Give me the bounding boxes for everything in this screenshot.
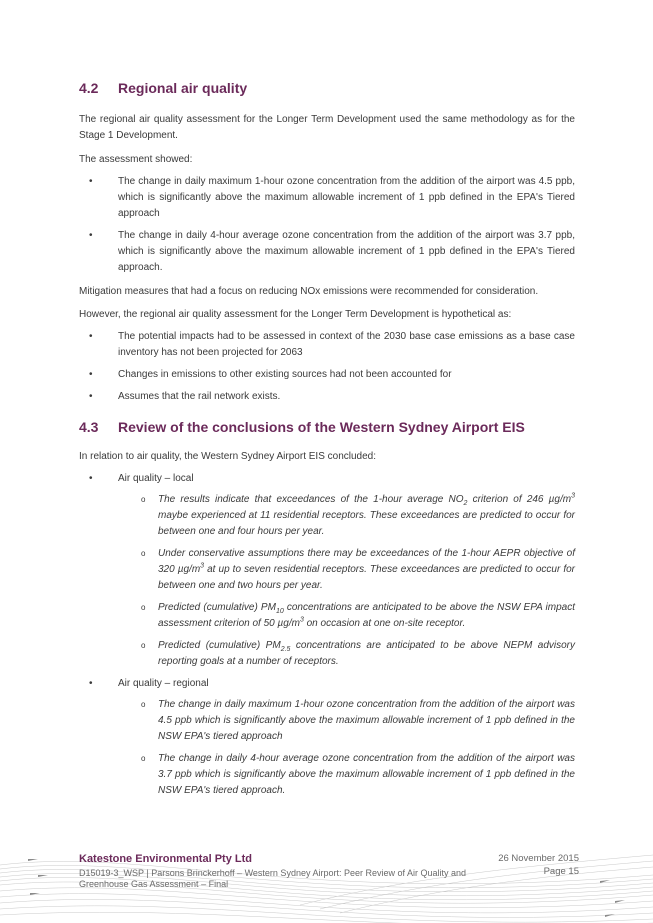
bullet-list: [79, 471, 575, 799]
footer-company: Katestone Environmental Pty Ltd: [79, 853, 252, 865]
page-content: [79, 78, 575, 799]
footer-right: [498, 852, 579, 878]
sub-list: [79, 492, 575, 670]
sub-list-item: o Predicted (cumulative) $PM_{2.5}$ concentrations are anticipated to be above NEPM advisory reporting goals at a number of receptors.: [79, 638, 575, 670]
section-number: 4.2: [79, 80, 99, 96]
page-footer: [79, 852, 579, 890]
list-item: • Changes in emissions to other existing sources had not been accounted for: [79, 367, 575, 383]
list-item-regional: [79, 676, 575, 799]
paragraph: In relation to air quality, the Western Sydney Airport EIS concluded:: [79, 451, 377, 462]
paragraph: The assessment showed:: [79, 154, 193, 165]
section-title: Review of the conclusions of the Western Sydney Airport EIS: [118, 419, 525, 435]
footer-page-number: Page 15: [543, 866, 579, 877]
list-item: • The potential impacts had to be assessed in context of the 2030 base case emissions as a base case inventory has not been projected for 2063: [79, 329, 575, 361]
section-heading-4-2: [79, 78, 575, 98]
list-item-label: Air quality – regional: [118, 678, 209, 689]
list-item: • The change in daily maximum 1-hour ozone concentration from the addition of the airport was 4.5 ppb, which is significantly above the maximum allowable increment of 1 ppb defined in the EPA's Tiered approach: [79, 174, 575, 222]
section-number: 4.3: [79, 419, 99, 435]
footer-date: 26 November 2015: [498, 853, 579, 864]
sub-list-item: o Predicted (cumulative) $PM_{10}$ concentrations are anticipated to be above the NSW EPA impact assessment criterion of 50 $\mu g/m^3$ on occasion at one on-site receptor.: [79, 600, 575, 632]
section-heading-4-3: [79, 417, 575, 437]
paragraph: However, the regional air quality assessment for the Longer Term Development is hypothetical as:: [79, 309, 512, 320]
paragraph: Mitigation measures that had a focus on reducing NOx emissions were recommended for consideration.: [79, 286, 539, 297]
list-item: • The change in daily 4-hour average ozone concentration from the addition of the airport was 3.7 ppb, which is significantly above the maximum allowable increment of 1 ppb defined in the EPA's Tiered approach.: [79, 228, 575, 276]
list-item-label: Air quality – local: [118, 473, 194, 484]
bullet-list: [79, 174, 575, 276]
sub-list-item: o The results indicate that exceedances of the 1-hour average $NO_2$ criterion of 246 $\mu g/m^3$ maybe experienced at 11 residential receptors. These exceedances are predicted to occur for between one and four hours per year.: [79, 492, 575, 540]
list-item: • Assumes that the rail network exists.: [79, 389, 575, 405]
bullet-list: [79, 329, 575, 405]
sub-list-item: o Under conservative assumptions there may be exceedances of the 1-hour AEPR objective of 320 $\mu g/m^3$ at up to seven residential receptors. These exceedances are predicted to occur for between one and two hours per year.: [79, 546, 575, 594]
paragraph: The regional air quality assessment for the Longer Term Development used the same methodology as for the Stage 1 Development.: [79, 114, 575, 141]
list-item-local: [79, 471, 575, 670]
footer-document-title: D15019-3_WSP | Parsons Brinckerhoff – Western Sydney Airport: Peer Review of Air Quality and Greenhouse Gas Assessment – Final: [79, 868, 467, 889]
sub-list-item: o The change in daily 4-hour average ozone concentration from the addition of the airport was 3.7 ppb which is significantly above the maximum allowable increment of 1 ppb defined in the NSW EPA's tiered approach.: [79, 751, 575, 799]
section-title: Regional air quality: [118, 80, 248, 96]
sub-list: [79, 697, 575, 799]
sub-list-item: o The change in daily maximum 1-hour ozone concentration from the addition of the airport was 4.5 ppb which is significantly above the maximum allowable increment of 1 ppb defined in the NSW EPA's tiered approach: [79, 697, 575, 745]
